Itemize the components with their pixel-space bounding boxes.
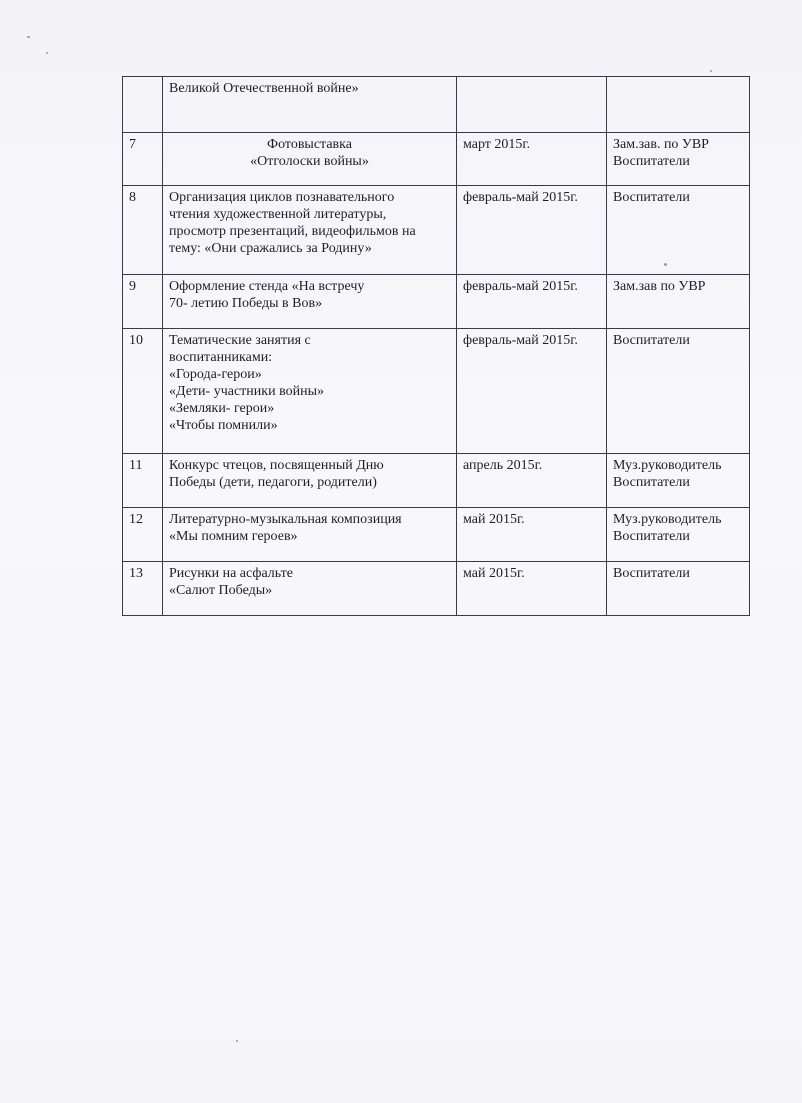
- responsible-text-line: Воспитатели: [613, 333, 690, 348]
- event-text-line: «Салют Победы»: [169, 583, 273, 598]
- event-text-line: Организация циклов познавательного: [169, 190, 395, 205]
- event-text-line: «Чтобы помнили»: [169, 418, 278, 433]
- responsible-text-line: Воспитатели: [613, 154, 690, 169]
- date-cell: май 2015г.: [457, 562, 607, 616]
- responsible-text-line: Воспитатели: [613, 475, 690, 490]
- date-cell: [457, 77, 607, 133]
- event-cell: [163, 562, 457, 616]
- responsible-cell: [607, 77, 750, 133]
- event-text-line: «Города-герои»: [169, 367, 262, 382]
- event-text-line: Конкурс чтецов, посвященный Дню: [169, 458, 384, 473]
- row-number-cell: 10: [123, 329, 163, 454]
- event-text-line: тему: «Они сражались за Родину»: [169, 241, 372, 256]
- event-cell: [163, 454, 457, 508]
- responsible-cell: [607, 186, 750, 275]
- responsible-text-line: Зам.зав по УВР: [613, 279, 706, 294]
- row-number-cell: 8: [123, 186, 163, 275]
- event-text-line: Великой Отечественной войне»: [169, 81, 359, 96]
- scan-speck: [236, 1040, 238, 1042]
- event-cell: [163, 329, 457, 454]
- scan-speck: [27, 36, 30, 38]
- responsible-text-line: Воспитатели: [613, 190, 690, 205]
- responsible-cell: [607, 508, 750, 562]
- date-cell: май 2015г.: [457, 508, 607, 562]
- event-text-line: чтения художественной литературы,: [169, 207, 387, 222]
- events-plan-table: [122, 76, 750, 616]
- event-cell: [163, 133, 457, 186]
- event-text-line: «Земляки- герои»: [169, 401, 275, 416]
- date-cell: апрель 2015г.: [457, 454, 607, 508]
- event-text-line: Фотовыставка: [267, 137, 352, 152]
- events-plan-body: [123, 77, 750, 616]
- table-row: [123, 562, 750, 616]
- scan-speck: [46, 52, 48, 54]
- row-number-cell: 7: [123, 133, 163, 186]
- row-number-cell: 12: [123, 508, 163, 562]
- responsible-text-line: Муз.руководитель: [613, 458, 722, 473]
- event-text-line: Оформление стенда «На встречу: [169, 279, 365, 294]
- row-number-cell: [123, 77, 163, 133]
- event-text-line: Тематические занятия с: [169, 333, 311, 348]
- responsible-cell: [607, 133, 750, 186]
- event-cell: [163, 275, 457, 329]
- table-row: [123, 133, 750, 186]
- event-text-line: «Дети- участники войны»: [169, 384, 324, 399]
- table-row: [123, 508, 750, 562]
- responsible-cell: [607, 562, 750, 616]
- event-cell: [163, 508, 457, 562]
- date-cell: февраль-май 2015г.: [457, 275, 607, 329]
- event-text-line: Победы (дети, педагоги, родители): [169, 475, 377, 490]
- responsible-cell: [607, 275, 750, 329]
- event-cell: [163, 77, 457, 133]
- date-cell: февраль-май 2015г.: [457, 186, 607, 275]
- table-row: [123, 77, 750, 133]
- date-cell: март 2015г.: [457, 133, 607, 186]
- responsible-text-line: Зам.зав. по УВР: [613, 137, 709, 152]
- responsible-cell: [607, 329, 750, 454]
- row-number-cell: 9: [123, 275, 163, 329]
- event-text-line: воспитанниками:: [169, 350, 273, 365]
- event-text-line: 70- летию Победы в Вов»: [169, 296, 323, 311]
- responsible-text-line: Воспитатели: [613, 566, 690, 581]
- table-row: [123, 454, 750, 508]
- date-cell: февраль-май 2015г.: [457, 329, 607, 454]
- event-cell: [163, 186, 457, 275]
- responsible-text-line: Муз.руководитель: [613, 512, 722, 527]
- table-row: [123, 275, 750, 329]
- responsible-cell: [607, 454, 750, 508]
- event-text-line: «Отголоски войны»: [250, 154, 369, 169]
- event-text-line: Рисунки на асфальте: [169, 566, 293, 581]
- row-number-cell: 13: [123, 562, 163, 616]
- event-text-line: «Мы помним героев»: [169, 529, 298, 544]
- scan-speck: [710, 70, 712, 72]
- event-text-line: Литературно-музыкальная композиция: [169, 512, 402, 527]
- event-text-line: просмотр презентаций, видеофильмов на: [169, 224, 416, 239]
- table-row: [123, 186, 750, 275]
- responsible-text-line: Воспитатели: [613, 529, 690, 544]
- row-number-cell: 11: [123, 454, 163, 508]
- table-row: [123, 329, 750, 454]
